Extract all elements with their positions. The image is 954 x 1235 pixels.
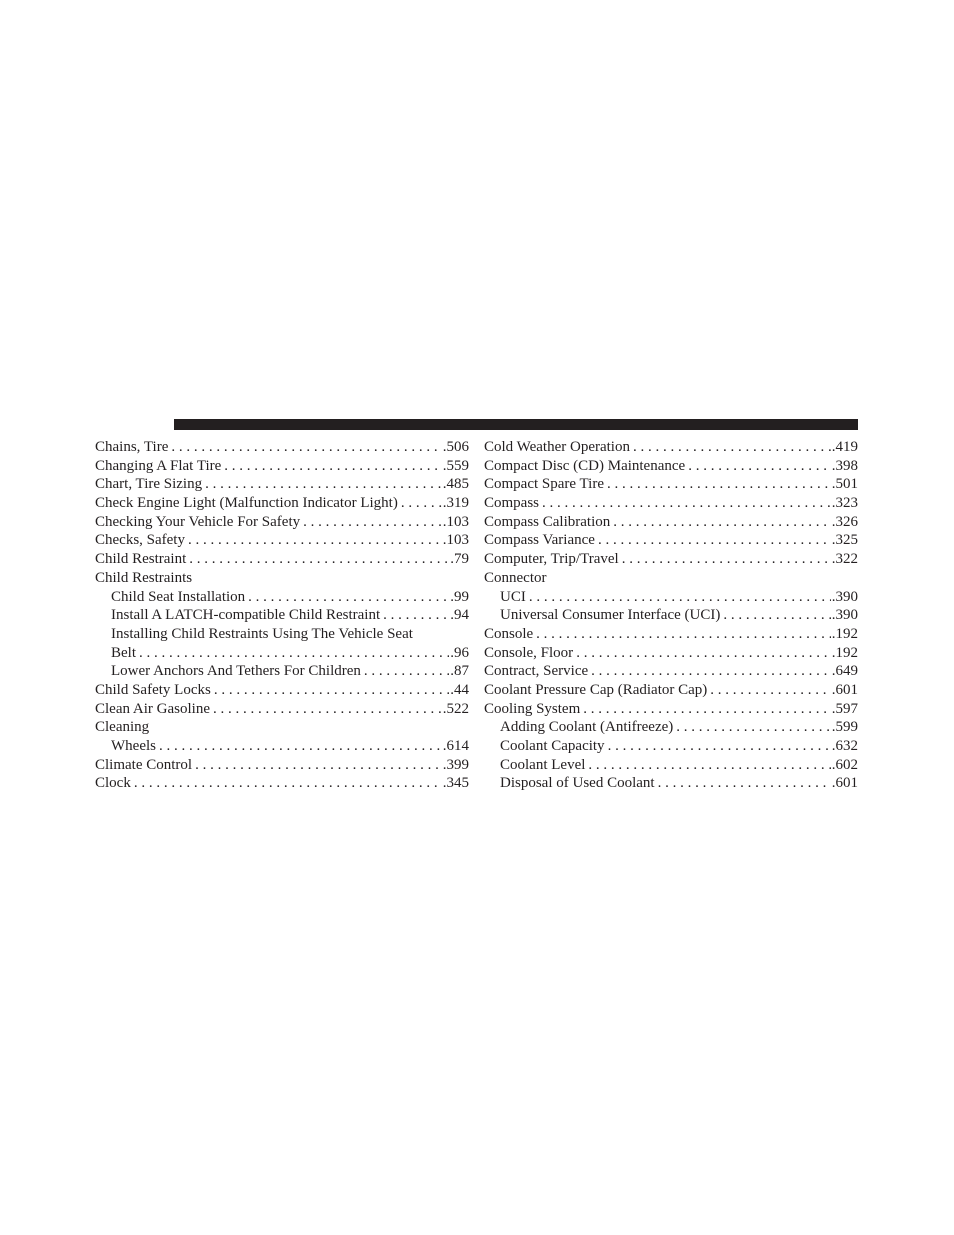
index-column-right: [484, 438, 858, 793]
entry-label: Belt: [111, 644, 136, 661]
page-number: .506: [442, 439, 469, 455]
entry-label: Chains, Tire: [95, 439, 169, 455]
index-subentry: [95, 588, 469, 607]
dot-leader: [676, 718, 830, 737]
index-entry: [484, 531, 858, 550]
page-number: .103: [442, 532, 469, 549]
page-number: .325: [831, 532, 858, 549]
dot-leader: [364, 662, 449, 681]
dot-leader: [134, 774, 442, 793]
entry-label: Changing A Flat Tire: [95, 457, 222, 474]
index-entry: [484, 625, 858, 644]
index-entry: [95, 550, 469, 569]
entry-label: Checks, Safety: [95, 532, 185, 549]
dot-leader: [658, 774, 831, 793]
entry-label: Compass Calibration: [484, 513, 611, 530]
index-subentry: [484, 737, 858, 756]
entry-label: Chart, Tire Sizing: [95, 476, 203, 493]
index-subentry: [95, 625, 469, 644]
entry-label: Contract, Service: [484, 663, 589, 680]
page-number: .602: [831, 756, 858, 773]
index-entry: [95, 494, 469, 513]
page-number: .597: [831, 700, 858, 717]
entry-label: Clean Air Gasoline: [95, 700, 210, 717]
dot-leader: [213, 700, 442, 719]
dot-leader: [536, 625, 831, 644]
entry-label: Compact Disc (CD) Maintenance: [484, 457, 686, 474]
page-number: .326: [831, 513, 858, 530]
index-entry: [484, 681, 858, 700]
dot-leader: [189, 550, 449, 569]
dot-leader: [542, 494, 831, 513]
entry-label: Compass Variance: [484, 532, 595, 549]
entry-label: Child Restraints: [95, 569, 193, 586]
page-number: .399: [442, 756, 469, 773]
entry-label: Cold Weather Operation: [484, 439, 630, 455]
page-number: .501: [831, 476, 858, 493]
entry-label: Compact Spare Tire: [484, 476, 604, 493]
page-number: .398: [831, 457, 858, 474]
entry-label: Check Engine Light (Malfunction Indicator Light): [95, 495, 398, 512]
entry-label: Installing Child Restraints Using The Vehicle Seat: [111, 625, 413, 642]
index-subentry: [484, 756, 858, 775]
entry-label: Child Safety Locks: [95, 681, 211, 698]
entry-label: Coolant Level: [500, 756, 586, 773]
dot-leader: [195, 756, 442, 775]
index-entry: [95, 438, 469, 457]
dot-leader: [710, 681, 830, 700]
page-number: .192: [831, 644, 858, 661]
entry-label: Console: [484, 625, 534, 642]
page-number: .614: [442, 738, 469, 754]
entry-label: Computer, Trip/Travel: [484, 551, 619, 568]
page-number: .323: [831, 495, 858, 512]
index-subentry: [484, 588, 858, 607]
index-entry: [484, 475, 858, 494]
entry-label: Cleaning: [95, 719, 150, 736]
dot-leader: [383, 606, 449, 625]
entry-label: Lower Anchors And Tethers For Children: [111, 663, 361, 680]
index-subentry: [95, 662, 469, 681]
dot-leader: [588, 756, 830, 775]
index-entry: [95, 718, 469, 737]
page-number: .601: [831, 681, 858, 698]
dot-leader: [607, 475, 831, 494]
dot-leader: [214, 681, 449, 700]
index-entry: [484, 438, 858, 457]
dot-leader: [688, 457, 831, 476]
entry-label: Install A LATCH-compatible Child Restraint: [111, 607, 381, 624]
page-number: .103: [442, 513, 469, 530]
entry-label: UCI: [500, 588, 526, 605]
entry-label: Child Seat Installation: [111, 588, 246, 605]
entry-label: Compass: [484, 495, 540, 512]
page-number: .632: [831, 738, 858, 754]
index-entry: [95, 774, 469, 793]
index-subentry: [95, 644, 469, 663]
index-entry: [484, 700, 858, 719]
entry-label: Child Restraint: [95, 551, 187, 568]
index-subentry: [484, 774, 858, 793]
page-number: .87: [450, 663, 469, 680]
page-number: .319: [442, 495, 469, 512]
index-entry: [95, 513, 469, 532]
section-header-bar: [174, 419, 858, 430]
index-entry: [484, 550, 858, 569]
dot-leader: [583, 700, 830, 719]
index-entry: [95, 475, 469, 494]
page-number: .44: [450, 681, 469, 698]
entry-label: Adding Coolant (Antifreeze): [500, 719, 674, 736]
page-number: .79: [450, 551, 469, 568]
index-entry: [95, 681, 469, 700]
page-number: .94: [450, 607, 469, 624]
dot-leader: [139, 644, 449, 663]
page-number: .99: [450, 588, 469, 605]
index-entry: [484, 644, 858, 663]
entry-label: Checking Your Vehicle For Safety: [95, 513, 301, 530]
dot-leader: [171, 438, 441, 457]
dot-leader: [622, 550, 831, 569]
dot-leader: [401, 494, 442, 513]
page-number: .419: [831, 439, 858, 455]
dot-leader: [598, 531, 831, 550]
page-number: .599: [831, 719, 858, 736]
entry-label: Climate Control: [95, 756, 193, 773]
entry-label: Cooling System: [484, 700, 581, 717]
page-number: .96: [450, 644, 469, 661]
page-number: .390: [831, 607, 858, 624]
dot-leader: [188, 531, 442, 550]
index-entry: [484, 494, 858, 513]
dot-leader: [529, 588, 831, 607]
index-entry: [484, 569, 858, 588]
index-entry: [95, 457, 469, 476]
dot-leader: [159, 737, 442, 756]
page-number: .485: [442, 476, 469, 493]
entry-label: Console, Floor: [484, 644, 574, 661]
index-subentry: [484, 606, 858, 625]
entry-label: Coolant Pressure Cap (Radiator Cap): [484, 681, 708, 698]
page-number: .192: [831, 625, 858, 642]
page-number: .559: [442, 457, 469, 474]
page-number: .649: [831, 663, 858, 680]
dot-leader: [224, 457, 441, 476]
dot-leader: [723, 606, 830, 625]
entry-label: Connector: [484, 569, 547, 586]
index-entry: [484, 513, 858, 532]
index-entry: [95, 531, 469, 550]
page-number: .390: [831, 588, 858, 605]
index-entry: [95, 569, 469, 588]
dot-leader: [591, 662, 831, 681]
index-subentry: [484, 718, 858, 737]
index-entry: [95, 700, 469, 719]
index-subentry: [95, 606, 469, 625]
dot-leader: [576, 644, 831, 663]
page-number: .345: [442, 775, 469, 792]
dot-leader: [248, 588, 449, 607]
index-entry: [484, 457, 858, 476]
dot-leader: [205, 475, 442, 494]
dot-leader: [633, 438, 831, 457]
entry-label: Coolant Capacity: [500, 738, 605, 754]
entry-label: Wheels: [111, 738, 156, 754]
index-entry: [95, 756, 469, 775]
dot-leader: [613, 513, 831, 532]
page-number: .601: [831, 775, 858, 792]
page-number: .322: [831, 551, 858, 568]
entry-label: Disposal of Used Coolant: [500, 775, 655, 792]
entry-label: Clock: [95, 775, 131, 792]
index-column-left: [95, 438, 469, 793]
dot-leader: [303, 513, 442, 532]
dot-leader: [608, 737, 831, 756]
page-number: .522: [442, 700, 469, 717]
entry-label: Universal Consumer Interface (UCI): [500, 607, 721, 624]
index-subentry: [95, 737, 469, 756]
index-entry: [484, 662, 858, 681]
